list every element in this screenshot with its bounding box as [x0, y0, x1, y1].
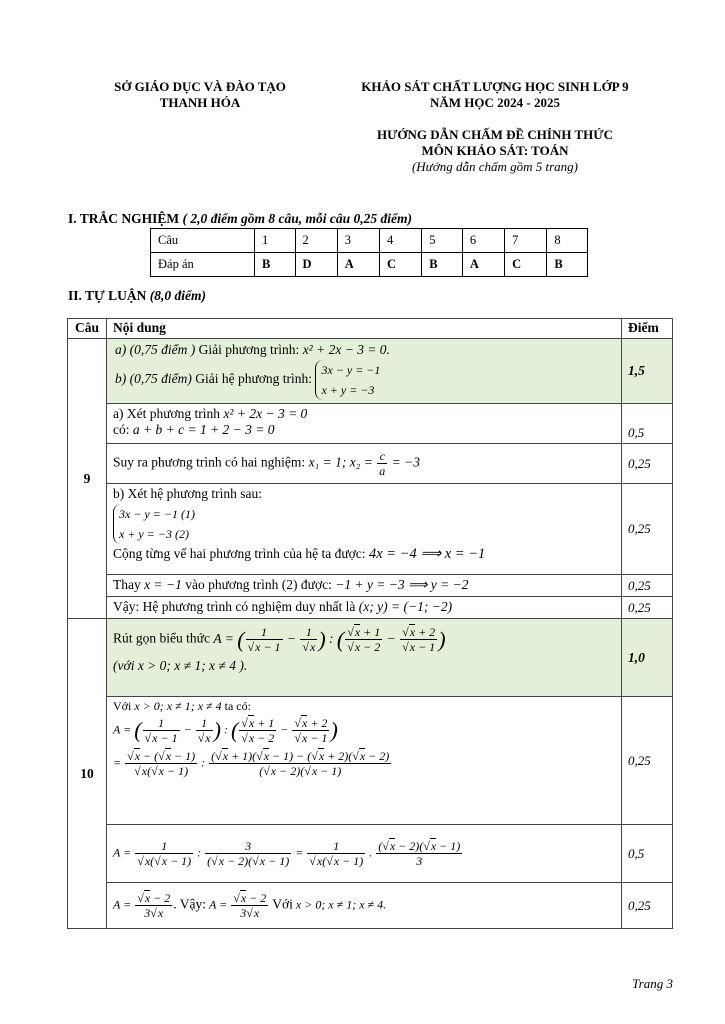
- q9-step4-score: 0,25: [622, 575, 673, 597]
- q9a-equation: x² + 2x − 3 = 0.: [302, 342, 390, 357]
- q9-step2-row: [68, 444, 673, 484]
- q9b-sys-eq1: 3x − y = −1: [321, 363, 381, 377]
- q10-step2-expr: A = $\frac{1}{√x(√x - 1)}$ : $\frac{3}{(√x - 2)(√x - 1)}$ = $\frac{1}{√x(√x - 1)}$ . $\frac{(√x - 2)(√x - 1)}{3}$: [113, 839, 461, 868]
- q9-step1-eq2: a + b + c = 1 + 2 − 3 = 0: [132, 422, 275, 437]
- q10-condition: (với x > 0; x ≠ 1; x ≠ 4 ).: [113, 658, 248, 673]
- q10-number: 10: [68, 619, 107, 929]
- q9-step4: [107, 575, 622, 597]
- q10-step3-cond: x > 0; x ≠ 1; x ≠ 4.: [295, 897, 387, 912]
- q9a-points: a) (0,75 điểm ): [115, 342, 196, 357]
- mcq-a1: B: [255, 253, 296, 277]
- mcq-a7: C: [505, 253, 547, 277]
- q9a-text: Giải phương trình:: [198, 342, 300, 357]
- mcq-q1: 1: [255, 229, 296, 253]
- q10-total-score: 1,0: [622, 619, 673, 697]
- mcq-answer-row: [151, 253, 588, 277]
- section2-note: (8,0 điểm): [149, 288, 207, 303]
- q9-step2-fraction: [377, 449, 387, 478]
- q10-step1-expr1: A = ( $\frac{1}{√x - 1}$ − $\frac{1}{√x}$ ) : ( $\frac{√x + 1}{√x - 2}$ − $\frac{√x + 2}{√x - 1}$ ): [113, 716, 338, 745]
- mcq-q6: 6: [462, 229, 504, 253]
- q9b-text: Giải hệ phương trình:: [195, 371, 313, 387]
- q10-step1-intro: Với: [113, 699, 132, 713]
- mcq-question-row: [151, 229, 588, 253]
- q9-step2-result: = −3: [391, 454, 421, 470]
- section1-title: I. TRẮC NGHIỆM: [68, 211, 180, 226]
- q10-step3-text2: Với: [272, 896, 293, 912]
- q10-step3-score: 0,25: [622, 883, 673, 929]
- q9-step3-eq2: x + y = −3 (2): [119, 527, 189, 541]
- q9-step2: [107, 444, 622, 484]
- q9-step4-row: [68, 575, 673, 597]
- q10-step1-cond: x > 0; x ≠ 1; x ≠ 4: [134, 699, 222, 713]
- page-number: Trang 3: [632, 976, 673, 991]
- q9-step2-text: Suy ra phương trình có hai nghiệm:: [113, 454, 306, 470]
- q9-step5-score: 0,25: [622, 597, 673, 619]
- q9-step3-eq1: 3x − y = −1 (1): [119, 507, 195, 521]
- table-header-row: [68, 319, 673, 339]
- frac-num: c: [377, 449, 387, 464]
- q9-number: 9: [68, 339, 107, 619]
- mcq-q7: 7: [505, 229, 547, 253]
- q9-step3-text2: Cộng từng vế hai phương trình của hệ ta được:: [113, 546, 366, 561]
- mcq-q4: 4: [380, 229, 422, 253]
- q9-task-row: [68, 339, 673, 404]
- page-count-note: (Hướng dẫn chấm gồm 5 trang): [411, 159, 579, 174]
- q9-step3-row: [68, 484, 673, 575]
- q10-step1-score: 0,25: [622, 697, 673, 825]
- section2-title: II. TỰ LUẬN: [68, 288, 147, 303]
- q10-step2-score: 0,5: [622, 825, 673, 883]
- q9-task: [107, 339, 622, 404]
- issuer-block: [95, 79, 305, 111]
- q10-step1-expr2: = $\frac{√x - (√x - 1)}{√x(√x - 1)}$ : $\frac{(√x + 1)(√x - 1) - (√x + 2)(√x - 2)}{(√x - 2)(√x - 1)}$: [113, 749, 390, 778]
- mcq-q8: 8: [547, 229, 588, 253]
- q9-step3-score: 0,25: [622, 484, 673, 575]
- q10-step2-row: [68, 825, 673, 883]
- q9-step5-eq: (x; y) = (−1; −2): [358, 599, 453, 614]
- guide-title: HƯỚNG DẪN CHẤM ĐỀ CHÍNH THỨC: [376, 127, 614, 142]
- q9b-sys-eq2: x + y = −3: [321, 383, 375, 397]
- mcq-a4: C: [380, 253, 422, 277]
- q9-step5-text: Vậy: Hệ phương trình có nghiệm duy nhất là: [113, 599, 356, 614]
- q9-step2-eq: x₁ = 1; x₂ =: [308, 454, 373, 470]
- q9-step5: [107, 597, 622, 619]
- mcq-q2: 2: [295, 229, 337, 253]
- q10-step3-text: . Vậy:: [173, 896, 206, 912]
- q9-total-score: 1,5: [622, 339, 673, 404]
- q9-step1-eq: x² + 2x − 3 = 0: [223, 406, 308, 421]
- mcq-a2: D: [295, 253, 337, 277]
- essay-grading-table: [67, 318, 673, 929]
- issuer-line1: SỞ GIÁO DỤC VÀ ĐÀO TẠO: [114, 79, 286, 94]
- header-cau: Câu: [68, 319, 107, 339]
- q9-step1: [107, 404, 622, 444]
- q9-step4-eq1: x = −1: [144, 577, 182, 592]
- mcq-row-label: Câu: [151, 229, 255, 253]
- q9-step4-text: Thay: [113, 577, 141, 592]
- q9-step1-row: [68, 404, 673, 444]
- header-diem: Điểm: [622, 319, 673, 339]
- q9-step1-text: a) Xét phương trình: [113, 406, 221, 421]
- mcq-a8: B: [547, 253, 588, 277]
- q9-step3-system: [113, 504, 195, 544]
- school-year: NĂM HỌC 2024 - 2025: [430, 95, 560, 110]
- q10-step2: [107, 825, 622, 883]
- q10-step1: [107, 697, 622, 825]
- subject: MÔN KHẢO SÁT: TOÁN: [421, 143, 569, 158]
- q9-step3: [107, 484, 622, 575]
- q9-step1-score: 0,5: [622, 404, 673, 444]
- q9b-points: b) (0,75 điểm): [115, 371, 192, 387]
- q10-expression: A = ( $\frac{1}{√x - 1}$ − $\frac{1}{√x}$ ) : ( $\frac{√x + 1}{√x - 2}$ − $\frac{√x + 2}{√x - 1}$ ): [213, 625, 446, 654]
- section1-heading: [68, 211, 412, 227]
- q10-task-text: Rút gọn biểu thức: [113, 630, 210, 646]
- q9-step4-text2: vào phương trình (2) được:: [185, 577, 332, 592]
- q9-step3-eq: 4x = −4 ⟹ x = −1: [368, 546, 486, 562]
- q10-task: [107, 619, 622, 697]
- q10-step3: [107, 883, 622, 929]
- exam-title: KHẢO SÁT CHẤT LƯỢNG HỌC SINH LỚP 9: [361, 79, 629, 94]
- q9-step5-row: [68, 597, 673, 619]
- q9b-system: [315, 360, 380, 400]
- q10-task-row: [68, 619, 673, 697]
- mcq-row-label: Đáp án: [151, 253, 255, 277]
- frac-den: a: [379, 464, 386, 478]
- q9-step2-score: 0,25: [622, 444, 673, 484]
- q9-step1-text2: có:: [113, 422, 130, 437]
- header-noidung: Nội dung: [107, 319, 622, 339]
- mcq-q3: 3: [337, 229, 379, 253]
- mcq-a6: A: [462, 253, 504, 277]
- exam-title-block: [330, 79, 660, 175]
- q10-step1-coda: ta có:: [224, 699, 251, 713]
- q9-step4-eq2: −1 + y = −3 ⟹ y = −2: [335, 577, 469, 592]
- q9-step3-text: b) Xét hệ phương trình sau:: [113, 486, 263, 501]
- q10-step1-row: [68, 697, 673, 825]
- mcq-a3: A: [337, 253, 379, 277]
- issuer-line2: THANH HÓA: [159, 95, 241, 110]
- mcq-a5: B: [422, 253, 463, 277]
- section1-note: ( 2,0 điểm gồm 8 câu, mỗi câu 0,25 điểm): [182, 211, 412, 226]
- section2-heading: [68, 288, 206, 304]
- mcq-q5: 5: [422, 229, 463, 253]
- q10-step3-expr: A = $\frac{√x - 2}{3√x}$ . Vậy: A = $\frac{√x - 2}{3√x}$ Với x > 0; x ≠ 1; x ≠ 4.: [113, 891, 387, 920]
- q10-step3-row: [68, 883, 673, 929]
- mcq-answer-table: [150, 228, 588, 277]
